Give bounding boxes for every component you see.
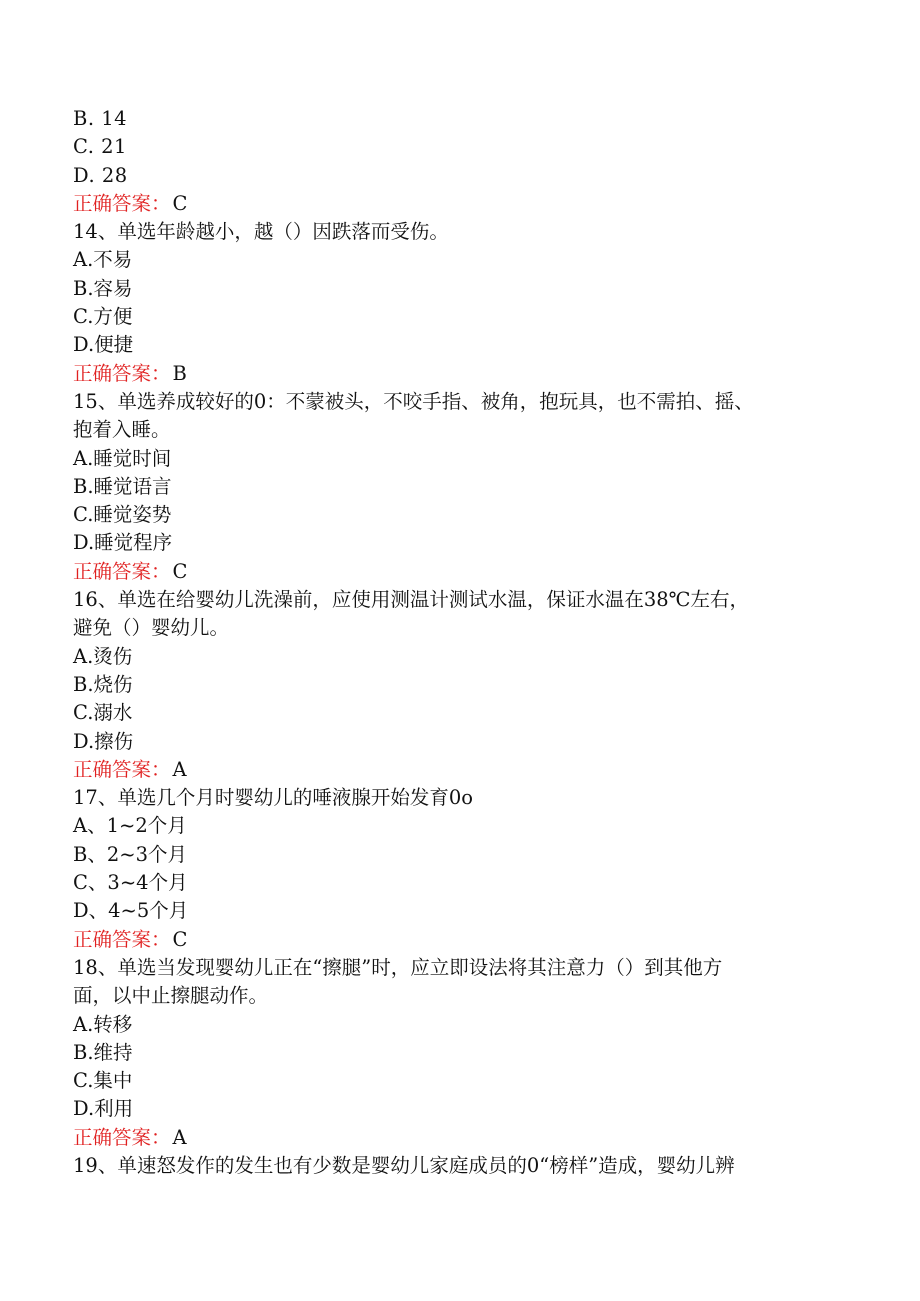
answer-line [73,360,853,388]
answer-line [73,926,853,954]
option-text: B.维持 [73,1040,133,1064]
option-text: D.便捷 [73,333,134,357]
question-text: 16、单选在给婴幼儿洗澡前，应使用测温计测试水温，保证水温在38℃左右， [73,588,749,612]
answer-value: C [172,927,188,951]
option-text: B. 14 [73,107,128,130]
option-text: A.睡觉时间 [73,446,172,470]
option-text: D.利用 [73,1097,134,1121]
option-text: C.集中 [73,1069,133,1093]
answer-label: 正确答案： [73,1125,171,1149]
option-text: B.烧伤 [73,672,133,696]
option-text: B.容易 [73,276,133,300]
option-text: A.转移 [73,1012,133,1036]
answer-line [73,756,853,784]
answer-label: 正确答案： [73,191,171,215]
question-text: 15、单选养成较好的0：不蒙被头，不咬手指、被角，抱玩具，也不需拍、摇、 [73,389,754,413]
option-text: B.睡觉语言 [73,474,172,498]
answer-line [73,190,853,218]
option-text: D.睡觉程序 [73,531,173,555]
option-text: D、4~5个月 [73,899,189,923]
option-text: C.睡觉姿势 [73,503,172,527]
option-text: C.方便 [73,305,133,329]
answer-line [73,1124,853,1152]
answer-line [73,558,853,586]
answer-label: 正确答案： [73,757,171,781]
option-text: D.擦伤 [73,729,134,753]
option-text: B、2~3个月 [73,842,187,866]
option-text: C.溺水 [73,701,133,725]
document-content [73,105,853,1180]
option-text: D. 28 [73,163,128,187]
option-text: C. 21 [73,135,127,159]
question-text: 避免（）婴幼儿。 [73,616,230,640]
question-text: 19、单速怒发作的发生也有少数是婴幼儿家庭成员的0“榜样”造成，婴幼儿辨 [73,1153,735,1177]
question-text: 面，以中止擦腿动作。 [73,984,269,1008]
answer-label: 正确答案： [73,361,171,385]
answer-label: 正确答案： [73,559,171,583]
question-text: 14、单选年龄越小，越（）因跌落而受伤。 [73,220,449,244]
answer-value: C [172,559,188,583]
question-text: 抱着入睡。 [73,418,171,442]
answer-value: B [172,361,187,385]
option-text: A、1~2个月 [73,814,187,838]
option-text: A.不易 [73,248,133,272]
answer-value: A [172,757,187,781]
option-text: C、3~4个月 [73,871,188,895]
answer-value: C [172,191,188,215]
answer-label: 正确答案： [73,927,171,951]
question-text: 18、单选当发现婴幼儿正在“擦腿”时，应立即设法将其注意力（）到其他方 [73,955,723,979]
question-text: 17、单选几个月时婴幼儿的唾液腺开始发育0o [73,786,473,810]
option-text: A.烫伤 [73,644,133,668]
answer-value: A [172,1125,187,1149]
